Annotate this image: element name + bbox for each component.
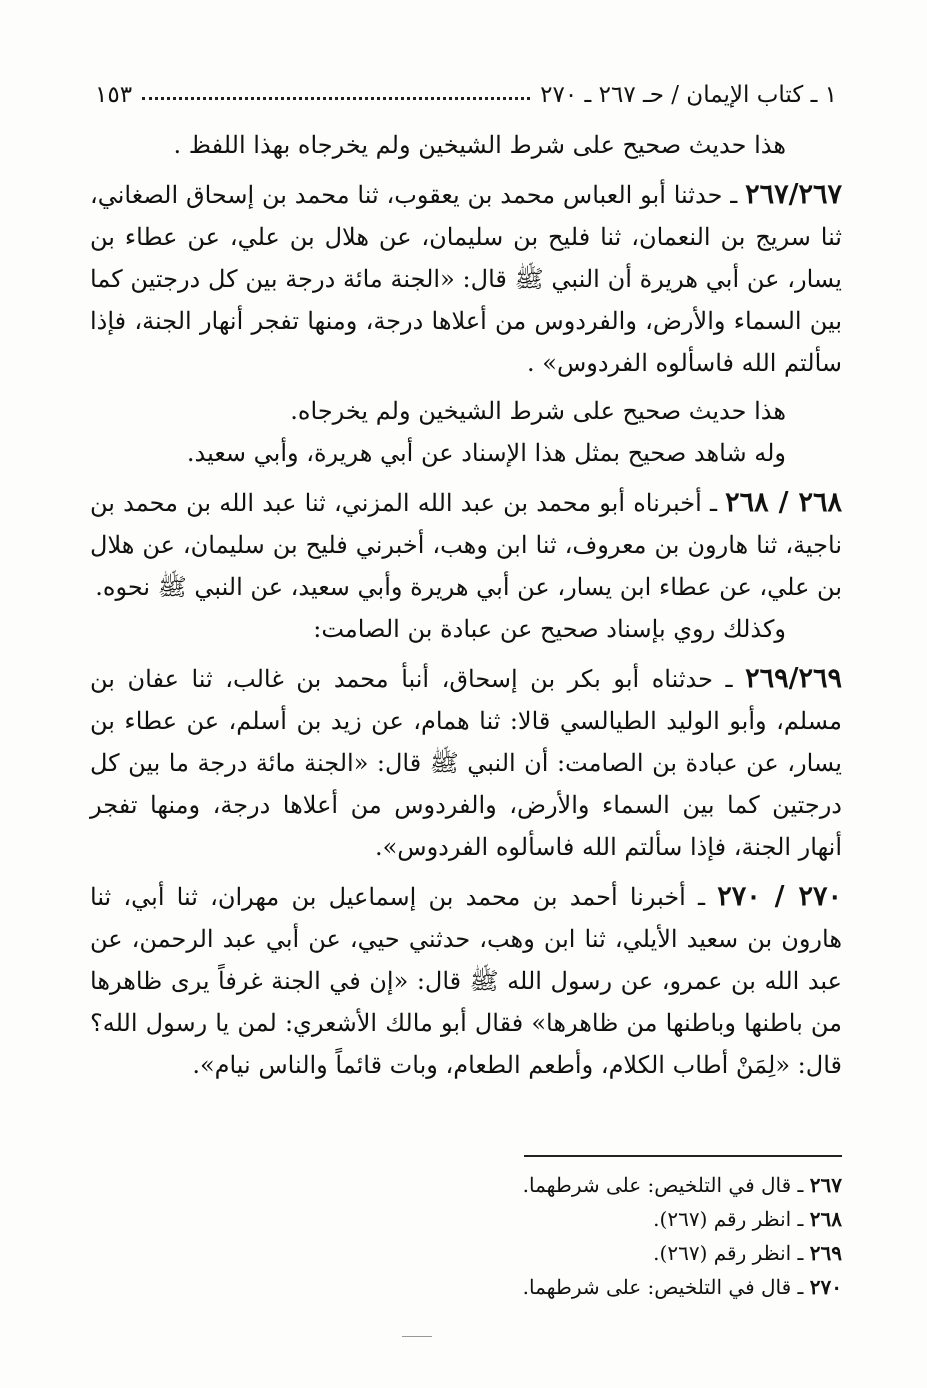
footnote-separator <box>524 1155 842 1157</box>
footnote-number: ٢٧٠ <box>809 1275 842 1299</box>
running-title: ١ ـ كتاب الإيمان / حـ ٢٦٧ ـ ٢٧٠ <box>540 82 837 108</box>
paragraph-p1 <box>90 124 842 166</box>
paragraph-p6 <box>90 608 842 650</box>
hadith-text: ـ أخبرنا أحمد بن محمد بن إسماعيل بن مهران، ثنا أبي، ثنا هارون بن سعيد الأيلي، ثنا ابن وهب، حدثني حيي، عن أبي عبد الرحمن، عن عبد الله بن عمرو، عن رسول الله ﷺ قال: «إن في الجنة غرفاً يرى ظاهرها من باطنها وباطنها من ظاهرها» فقال أبو مالك الأشعري: لمن يا رسول الله؟ قال: «لِمَنْ أطاب الكلام، وأطعم الطعام، وبات قائماً والناس نيام». <box>90 883 842 1079</box>
paragraph-text: وكذلك روي بإسناد صحيح عن عبادة بن الصامت: <box>313 615 786 643</box>
paragraph-text: هذا حديث صحيح على شرط الشيخين ولم يخرجاه. <box>290 397 786 425</box>
hadith-text: ـ حدثناه أبو بكر بن إسحاق، أنبأ محمد بن غالب، ثنا عفان بن مسلم، وأبو الوليد الطيالسي قالا: ثنا همام، عن زيد بن أسلم، عن عطاء بن يسار، عن عبادة بن الصامت: أن النبي ﷺ قال: «الجنة مائة درجة ما بين كل درجتين كما بين السماء والأرض، والفردوس من أعلاها درجة، ومنها تفجر أنهار الجنة، فإذا سألتم الله فاسألوه الفردوس». <box>90 665 842 861</box>
paragraph-text: وله شاهد صحيح بمثل هذا الإسناد عن أبي هريرة، وأبي سعيد. <box>186 439 786 467</box>
hadith-number: ٢٦٩/٢٦٩ <box>745 663 842 694</box>
bottom-rule <box>402 1336 432 1337</box>
paragraph-text: هذا حديث صحيح على شرط الشيخين ولم يخرجاه بهذا اللفظ . <box>173 131 786 159</box>
hadith-number: ٢٦٧/٢٦٧ <box>745 179 842 210</box>
hadith-267 <box>90 174 842 384</box>
footnote-item <box>200 1202 842 1236</box>
page-number: ١٥٣ <box>95 82 133 108</box>
footnote-text: ـ قال في التلخيص: على شرطهما. <box>522 1275 810 1299</box>
hadith-270 <box>90 876 842 1086</box>
footnote-text: ـ انظر رقم (٢٦٧). <box>653 1207 810 1231</box>
header-dot-leader <box>142 97 530 100</box>
paragraph-p3 <box>90 390 842 432</box>
footnotes <box>200 1168 842 1304</box>
running-header <box>95 74 837 108</box>
footnote-item <box>200 1236 842 1270</box>
footnote-text: ـ انظر رقم (٢٦٧). <box>653 1241 810 1265</box>
hadith-269 <box>90 658 842 868</box>
hadith-number: ٢٧٠ / ٢٧٠ <box>717 881 843 912</box>
main-text <box>90 124 842 1086</box>
footnote-item <box>200 1168 842 1202</box>
footnote-number: ٢٦٧ <box>809 1173 842 1197</box>
hadith-268 <box>90 482 842 608</box>
hadith-text: ـ أخبرناه أبو محمد بن عبد الله المزني، ثنا عبد الله بن محمد بن ناجية، ثنا هارون بن معروف، ثنا ابن وهب، أخبرني فليح بن سليمان، عن هلال بن علي، عن عطاء ابن يسار، عن أبي هريرة وأبي سعيد، عن النبي ﷺ نحوه. <box>90 489 842 601</box>
hadith-text: ـ حدثنا أبو العباس محمد بن يعقوب، ثنا محمد بن إسحاق الصغاني، ثنا سريج بن النعمان، ثنا فليح بن سليمان، عن هلال بن علي، عن عطاء بن يسار، عن أبي هريرة أن النبي ﷺ قال: «الجنة مائة درجة بين كل درجتين كما بين السماء والأرض، والفردوس من أعلاها درجة، ومنها تفجر أنهار الجنة، فإذا سألتم الله فاسألوه الفردوس» . <box>90 181 842 377</box>
footnote-number: ٢٦٩ <box>809 1241 842 1265</box>
hadith-number: ٢٦٨ / ٢٦٨ <box>725 487 842 518</box>
footnote-text: ـ قال في التلخيص: على شرطهما. <box>522 1173 810 1197</box>
footnote-number: ٢٦٨ <box>809 1207 842 1231</box>
footnote-item <box>200 1270 842 1304</box>
paragraph-p4 <box>90 432 842 474</box>
